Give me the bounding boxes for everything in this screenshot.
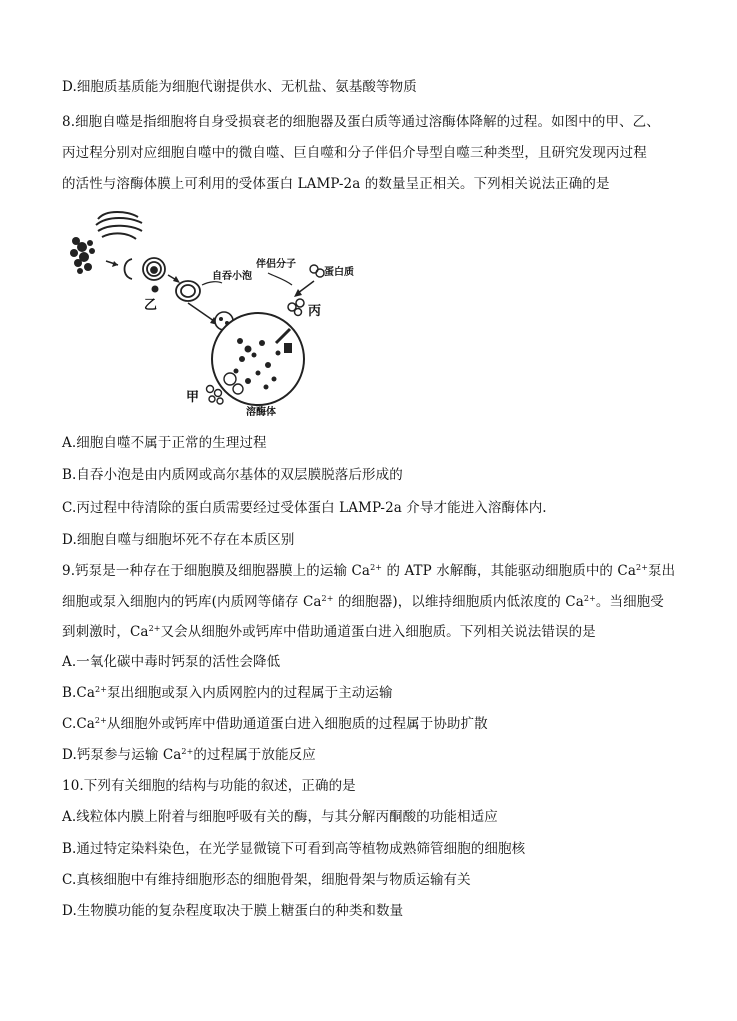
autophagy-diagram	[62, 203, 362, 418]
q8-stem-line-3: 的活性与溶酶体膜上可利用的受体蛋白 LAMP-2a 的数量呈正相关。下列相关说法正确的是	[62, 176, 610, 192]
q8-option-b: B.自吞小泡是由内质网或高尔基体的双层膜脱落后形成的	[62, 467, 403, 483]
chaperone-protein-icon	[310, 265, 324, 277]
ion-charge: 2+	[321, 594, 334, 603]
ion-charge: 2+	[181, 747, 194, 756]
q7-option-d: D.细胞质基质能为细胞代谢提供水、无机盐、氨基酸等物质	[62, 79, 417, 95]
q8-stem-line-1: 8.细胞自噬是指细胞将自身受损衰老的细胞器及蛋白质等通过溶酶体降解的过程。如图中的甲、乙、	[62, 114, 660, 130]
endoplasmic-reticulum-icon	[70, 237, 95, 274]
label-vesicle: 自吞小泡	[212, 271, 252, 282]
q8-option-c: C.丙过程中待清除的蛋白质需要经过受体蛋白 LAMP-2a 介导才能进入溶酶体内.	[62, 500, 547, 516]
q9-option-a: A.一氧化碳中毒时钙泵的活性会降低	[62, 654, 281, 670]
label-lysosome: 溶酶体	[246, 407, 276, 418]
ion-charge: 2+	[370, 563, 383, 572]
ion-charge: 2+	[95, 685, 107, 694]
q10-option-b: B.通过特定染料染色，在光学显微镜下可看到高等植物成熟筛管细胞的细胞核	[62, 841, 526, 857]
ion-charge: 2+	[583, 594, 596, 603]
q9-option-c: $C.Ca^{2+}$从细胞外或钙库中借助通道蛋白进入细胞质的过程属于协助扩散	[62, 716, 488, 732]
q8-stem-line-2: 丙过程分别对应细胞自噬中的微自噬、巨自噬和分子伴侣介导型自噬三种类型，且研究发现丙过程	[62, 145, 647, 161]
label-yi: 乙	[144, 298, 158, 313]
q9-stem-line-3: 到刺激时，$Ca^{2+}$又会从细胞外或钙库中借助通道蛋白进入细胞质。下列相关说法错误的是	[62, 624, 596, 640]
q9-option-b: $B.Ca^{2+}$泵出细胞或泵入内质网腔内的过程属于主动运输	[62, 685, 393, 701]
q10-option-d: D.生物膜功能的复杂程度取决于膜上糖蛋白的种类和数量	[62, 903, 404, 919]
q9-stem-line-2: 细胞或泵入细胞内的钙库(内质网等储存 $Ca^{2+}$ 的细胞器)，以维持细胞质内低浓度的 $Ca^{2+}$。当细胞受	[62, 594, 664, 610]
q10-option-c: C.真核细胞中有维持细胞形态的细胞骨架，细胞骨架与物质运输有关	[62, 872, 471, 888]
label-bing: 丙	[308, 304, 322, 319]
q9-stem-line-1: 9.钙泵是一种存在于细胞膜及细胞器膜上的运输 $Ca^{2+}$ 的 ATP 水解酶，其能驱动细胞质中的 $Ca^{2+}$泵出	[62, 563, 676, 579]
label-jia: 甲	[186, 390, 200, 405]
organelle-dot-icon	[152, 286, 159, 293]
autophagosome-icon	[143, 258, 165, 280]
ion-charge: 2+	[94, 716, 107, 725]
q9-option-d: D.钙泵参与运输 $Ca^{2+}$的过程属于放能反应	[62, 747, 316, 763]
phagophore-icon	[125, 259, 133, 279]
label-chaperone: 伴侣分子	[256, 259, 296, 270]
q8-option-d: D.细胞自噬与细胞坏死不存在本质区别	[62, 532, 295, 548]
microautophagy-cargo-icon	[207, 386, 224, 405]
q8-option-a: A.细胞自噬不属于正常的生理过程	[62, 435, 267, 451]
lysosome-icon	[212, 312, 304, 405]
q10-option-a: A.线粒体内膜上附着与细胞呼吸有关的酶，与其分解丙酮酸的功能相适应	[62, 809, 498, 825]
q10-stem: 10.下列有关细胞的结构与功能的叙述，正确的是	[62, 778, 356, 794]
vesicle-with-cargo-icon	[176, 281, 200, 301]
lamp2a-receptor-icon	[284, 343, 292, 353]
chaperone-complex-icon	[288, 299, 304, 316]
ion-charge: 2+	[636, 563, 649, 572]
golgi-apparatus-icon	[96, 212, 142, 239]
label-protein: 蛋白质	[324, 267, 354, 278]
ion-charge: 2+	[148, 624, 161, 633]
